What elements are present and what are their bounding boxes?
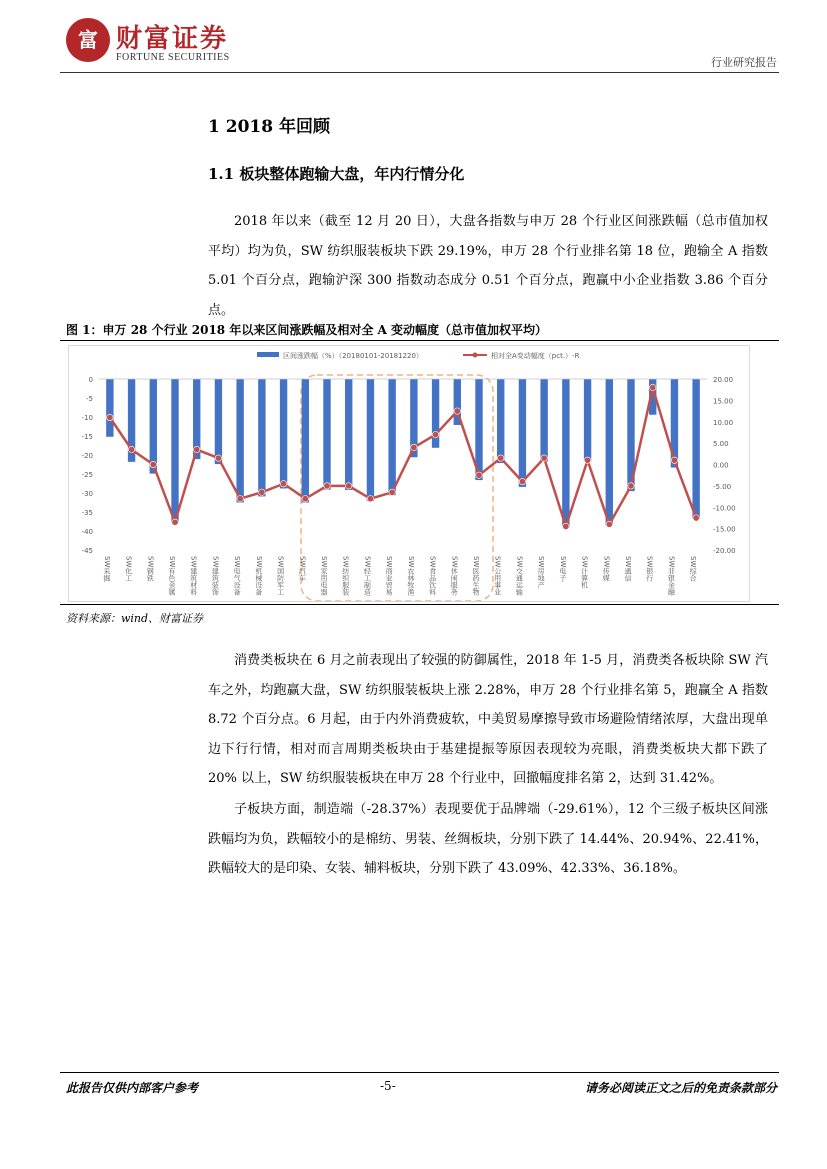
logo [66, 18, 242, 66]
x-tick-label: SW银行 [645, 556, 654, 582]
bar [280, 379, 287, 488]
line-point [194, 446, 200, 452]
y-left-tick-label: -25 [81, 471, 93, 479]
line-point [650, 384, 656, 390]
line-point [128, 446, 134, 452]
x-tick-label: SW建筑材料 [189, 556, 198, 596]
chart-container [68, 345, 750, 602]
line-point [411, 444, 417, 450]
y-left-tick-label: 0 [88, 376, 93, 384]
line-point [259, 489, 265, 495]
x-tick-label: SW化工 [124, 556, 133, 582]
x-tick-label: SW建筑装饰 [211, 556, 220, 596]
figure-title: 图 1：申万 28 个行业 2018 年以来区间涨跌幅及相对全 A 变动幅度（总市值加权平均） [66, 323, 548, 337]
y-right-tick-label: 10.00 [713, 418, 734, 427]
bar [540, 379, 547, 461]
bar [584, 379, 591, 461]
section-heading: 1 2018 年回顾 [208, 117, 330, 137]
footer-notice: 请务必阅读正文之后的免责条款部分 [584, 1081, 777, 1095]
y-right-tick-label: -15.00 [713, 525, 736, 534]
line-point [346, 483, 352, 489]
x-tick-label: SW房地产 [537, 556, 546, 589]
x-tick-label: SW机械设备 [254, 556, 263, 596]
logo-text-cn: 财富证券 [116, 24, 229, 54]
y-right-tick-label: -20.00 [713, 547, 736, 555]
bar [236, 379, 243, 503]
logo-mark-icon: 富 [66, 18, 110, 62]
y-right-tick-label: -5.00 [713, 482, 732, 491]
line-point [302, 496, 308, 502]
x-tick-label: SW钢铁 [146, 556, 155, 582]
x-tick-label: SW采掘 [102, 556, 111, 582]
figure-source: 资料来源：wind、财富证券 [66, 612, 204, 625]
x-tick-label: SW家用电器 [320, 556, 328, 596]
line-point [541, 455, 547, 461]
x-tick-label: SW农林牧渔 [406, 556, 415, 596]
figure-top-rule [60, 340, 779, 341]
y-left-tick-label: -35 [81, 509, 93, 517]
x-tick-label: SW计算机 [580, 556, 589, 589]
x-tick-label: SW有色金属 [168, 556, 176, 596]
line-point [476, 472, 482, 478]
paragraph-1: 2018 年以来（截至 12 月 20 日），大盘各指数与申万 28 个行业区间涨跌幅（总市值加权平均）均为负，SW 纺织服装板块下跌 29.19%，申万 28 个行业排名第 18 位，跑输全 A 指数 5.01 个百分点，跑输沪深 300 指数动态成分 0.51 个百分点，跑赢中小企业指数 3.86 个百分点。 [208, 214, 768, 318]
bar [106, 379, 113, 437]
bar [171, 379, 178, 523]
x-tick-label: SW非银金融 [667, 556, 676, 596]
line-point [389, 489, 395, 495]
line-point [519, 478, 525, 484]
line-point [563, 523, 569, 529]
legend-bar-label: 区间涨跌幅（%）（20180101-20181220） [283, 352, 423, 360]
line-point [432, 431, 438, 437]
bar [345, 379, 352, 490]
y-right-tick-label: -10.00 [713, 504, 736, 513]
x-tick-label: SW医药生物 [472, 556, 480, 596]
y-right-tick-label: 20.00 [713, 376, 734, 384]
line-point [215, 455, 221, 461]
bar [562, 379, 569, 526]
x-tick-label: SW食品饮料 [428, 556, 437, 596]
line-point [172, 519, 178, 525]
y-right-tick-label: 0.00 [713, 461, 729, 470]
figure-bottom-rule [60, 604, 779, 605]
paragraph-2: 消费类板块在 6 月之前表现出了较强的防御属性，2018 年 1-5 月，消费类各板块除 SW 汽车之外，均跑赢大盘，SW 纺织服装板块上涨 2.28%，申万 28 个行业排名第 5，跑赢全 A 指数 8.72 个百分点。6 月起，由于内外消费疲软，中美贸易摩擦导致市场避险情绪浓厚，大盘出现单边下行行情，相对而言周期类板块由于基建提振等原因表现较为亮眼，消费类板块大都下跌了 20% 以上，SW 纺织服装板块在申万 28 个行业中，回撤幅度排名第 2，达到 31.42%。 [208, 653, 768, 786]
y-left-tick-label: -45 [81, 547, 93, 555]
bar [258, 379, 265, 496]
line-point [584, 457, 590, 463]
line-point [671, 457, 677, 463]
y-left-tick-label: -20 [81, 452, 93, 460]
footer-disclaimer: 此报告仅供内部客户参考 [66, 1081, 199, 1095]
x-tick-label: SW电气设备 [233, 556, 242, 596]
line-point [107, 414, 113, 420]
bar [323, 379, 330, 490]
line-point [606, 521, 612, 527]
line-point [280, 481, 286, 487]
bar [497, 379, 504, 463]
y-left-tick-label: -5 [86, 395, 93, 403]
legend-line-label: 相对全A变动幅度（pct.）-R [491, 352, 580, 360]
footer-divider [60, 1072, 779, 1073]
x-tick-label: SW综合 [689, 556, 698, 582]
bar [519, 379, 526, 487]
page-number: -5- [380, 1079, 396, 1093]
line-point [498, 455, 504, 461]
y-left-tick-label: -10 [81, 414, 93, 422]
line-point [150, 461, 156, 467]
bar [302, 379, 309, 503]
legend-bar-swatch [257, 352, 279, 357]
x-tick-label: SW休闲服务 [450, 556, 459, 596]
paragraph-3: 子板块方面，制造端（-28.37%）表现要优于品牌端（-29.61%），12 个三级子板块区间涨跌幅均为负，跌幅较小的是棉纺、男装、丝绸板块，分别下跌了 14.44%、20.94%、22.41%，跌幅较大的是印染、女装、辅料板块，分别下跌了 43.09%、42.33%、36.18%。 [208, 802, 768, 876]
x-tick-label: SW汽车 [298, 556, 307, 582]
line-point [237, 496, 243, 502]
legend-line-marker [473, 353, 478, 358]
report-type: 行业研究报告 [711, 56, 777, 69]
x-tick-label: SW通信 [624, 556, 632, 582]
y-left-tick-label: -15 [81, 433, 93, 441]
line-point [324, 483, 330, 489]
x-tick-label: SW电子 [558, 556, 567, 582]
logo-text-en: FORTUNE SECURITIES [116, 52, 230, 63]
subsection-heading: 1.1 板块整体跑输大盘，年内行情分化 [208, 165, 465, 183]
line-point [693, 515, 699, 521]
line-point [454, 408, 460, 414]
bar [606, 379, 613, 525]
y-right-tick-label: 5.00 [713, 440, 729, 449]
bar [150, 379, 157, 474]
bar [215, 379, 222, 464]
header-divider [60, 72, 779, 73]
line-point [367, 496, 373, 502]
bar [692, 379, 699, 519]
bar [367, 379, 374, 501]
x-tick-label: SW商业贸易 [385, 556, 394, 596]
x-tick-label: SW公用事业 [493, 556, 502, 596]
x-tick-label: SW轻工制造 [363, 556, 372, 596]
line-point [628, 483, 634, 489]
y-left-tick-label: -40 [81, 528, 93, 536]
chart [69, 346, 749, 601]
x-tick-label: SW纺织服装 [341, 556, 350, 596]
x-tick-label: SW传媒 [602, 556, 611, 582]
bar [388, 379, 395, 495]
x-tick-label: SW交通运输 [515, 556, 524, 596]
y-left-tick-label: -30 [81, 490, 93, 498]
y-right-tick-label: 15.00 [713, 397, 734, 406]
x-tick-label: SW国防军工 [276, 556, 285, 596]
